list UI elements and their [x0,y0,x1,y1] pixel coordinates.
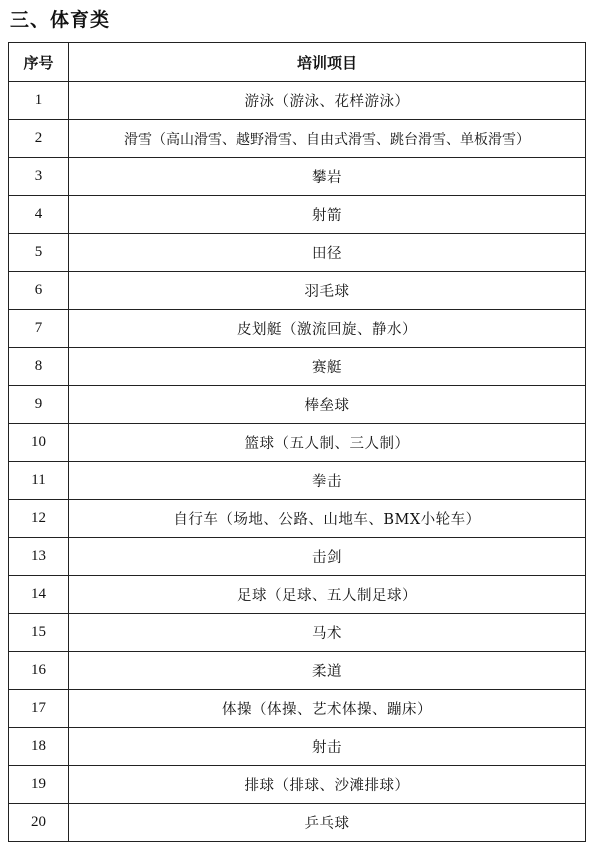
row-number: 17 [9,690,69,728]
row-item: 攀岩 [69,158,586,196]
table-row [9,728,586,766]
row-item: 击剑 [69,538,586,576]
row-number: 12 [9,500,69,538]
row-item: 棒垒球 [69,386,586,424]
row-item: 柔道 [69,652,586,690]
table-row [9,538,586,576]
table-row [9,272,586,310]
table-row [9,196,586,234]
row-number: 16 [9,652,69,690]
row-number: 7 [9,310,69,348]
row-number: 15 [9,614,69,652]
row-number: 11 [9,462,69,500]
table-row [9,652,586,690]
table-row [9,82,586,120]
training-items-table [8,42,586,842]
row-number: 14 [9,576,69,614]
column-header-item: 培训项目 [69,43,586,82]
row-number: 18 [9,728,69,766]
row-item: 拳击 [69,462,586,500]
table-row [9,158,586,196]
row-number: 13 [9,538,69,576]
table-row [9,690,586,728]
row-number: 20 [9,804,69,842]
table-row [9,804,586,842]
row-item: 皮划艇（激流回旋、静水） [69,310,586,348]
row-item: 赛艇 [69,348,586,386]
table-row [9,766,586,804]
section-title: 三、体育类 [10,9,111,31]
row-item: 射箭 [69,196,586,234]
column-header-number: 序号 [9,43,69,82]
row-item: 体操（体操、艺术体操、蹦床） [69,690,586,728]
table-header-row [9,43,586,82]
table-row [9,614,586,652]
row-number: 8 [9,348,69,386]
table-row [9,310,586,348]
table-row [9,120,586,158]
row-item: 乒乓球 [69,804,586,842]
row-number: 19 [9,766,69,804]
row-number: 4 [9,196,69,234]
row-number: 6 [9,272,69,310]
row-item: 足球（足球、五人制足球） [69,576,586,614]
row-number: 3 [9,158,69,196]
row-item: 排球（排球、沙滩排球） [69,766,586,804]
table-row [9,576,586,614]
row-item: 田径 [69,234,586,272]
row-item: 射击 [69,728,586,766]
row-item: 马术 [69,614,586,652]
row-item: 羽毛球 [69,272,586,310]
table-row [9,500,586,538]
table-row [9,462,586,500]
row-item: 游泳（游泳、花样游泳） [69,82,586,120]
row-item: 篮球（五人制、三人制） [69,424,586,462]
table-row [9,386,586,424]
row-number: 2 [9,120,69,158]
row-item: 滑雪（高山滑雪、越野滑雪、自由式滑雪、跳台滑雪、单板滑雪） [69,120,586,158]
row-number: 5 [9,234,69,272]
table-row [9,234,586,272]
row-number: 10 [9,424,69,462]
table-row [9,424,586,462]
table-row [9,348,586,386]
row-number: 9 [9,386,69,424]
row-item: 自行车（场地、公路、山地车、BMX小轮车） [69,500,586,538]
row-number: 1 [9,82,69,120]
